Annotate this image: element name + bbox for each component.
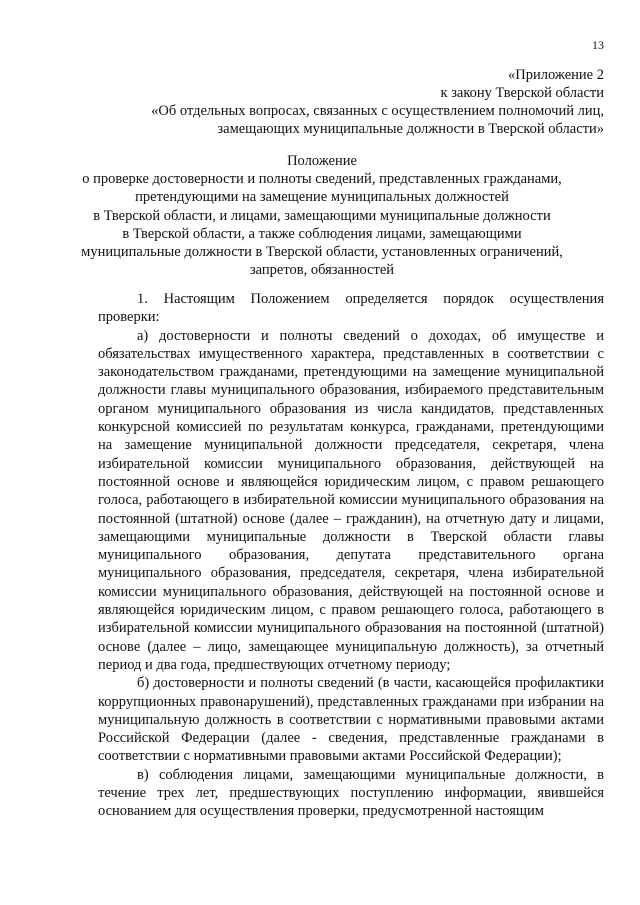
title-line: в Тверской области, и лицами, замещающими муниципальные должности [93, 207, 551, 224]
document-body [98, 290, 604, 821]
body-paragraph: а) достоверности и полноты сведений о доходах, об имуществе и обязательствах имущественного характера, представленных в соответствии с законодательством гражданами, претендующими на замещение муниципальной должности главы муниципального образования, избираемого представительным органом муниципального образования из числа кандидатов, представленных конкурсной комиссией по результатам конкурса, гражданами, претендующими на замещение муниципальной должности председателя, секретаря, члена избирательной комиссии муниципального образования, действующей на постоянной основе и являющейся юридическим лицом, с правом решающего голоса, работающего в избирательной комиссии муниципального образования на постоянной (штатной) основе (далее – гражданин), на отчетную дату и лицами, замещающими муниципальные должности в Тверской области главы муниципального образования, депутата представительного органа муниципального образования, председателя, секретаря, члена избирательной комиссии муниципального образования, действующей на постоянной основе и являющейся юридическим лицом, с правом решающего голоса, работающего в избирательной комиссии муниципального образования на постоянной (штатной) основе (далее – лицо, замещающее муниципальную должность), за отчетный период и два года, предшествующих отчетному периоду; [98, 327, 604, 673]
title-line: в Тверской области, а также соблюдения лицами, замещающими [122, 225, 522, 242]
appendix-header-line: замещающих муниципальные должности в Тверской области» [217, 121, 604, 137]
body-paragraph: б) достоверности и полноты сведений (в части, касающейся профилактики коррупционных правонарушений), представленных гражданами при избрании на муниципальную должность в соответствии с нормативными правовыми актами Российской Федерации (далее - сведения, представленные гражданами в соответствии с нормативными правовыми актами Российской Федерации); [98, 675, 604, 765]
title-line: запретов, обязанностей [249, 262, 395, 279]
appendix-header [151, 66, 604, 138]
title-line: претендующими на замещение муниципальных должностей [135, 189, 509, 206]
body-paragraph: 1. Настоящим Положением определяется порядок осуществления проверки: [98, 291, 604, 326]
appendix-header-line: «Приложение 2 [508, 67, 604, 83]
title-line: о проверке достоверности и полноты сведений, представленных гражданами, [82, 171, 562, 188]
title-heading: Положение [287, 153, 357, 169]
appendix-header-line: к закону Тверской области [440, 85, 604, 101]
document-title [40, 152, 604, 279]
title-line: муниципальные должности в Тверской области, установленных ограничений, [81, 244, 563, 261]
appendix-header-line: «Об отдельных вопросах, связанных с осуществлением полномочий лиц, [151, 103, 604, 119]
body-paragraph: в) соблюдения лицами, замещающими муниципальные должности, в течение трех лет, предшествующих поступлению информации, явившейся основанием для осуществления проверки, предусмотренной настоящим [98, 766, 604, 820]
page-number: 13 [592, 38, 604, 52]
